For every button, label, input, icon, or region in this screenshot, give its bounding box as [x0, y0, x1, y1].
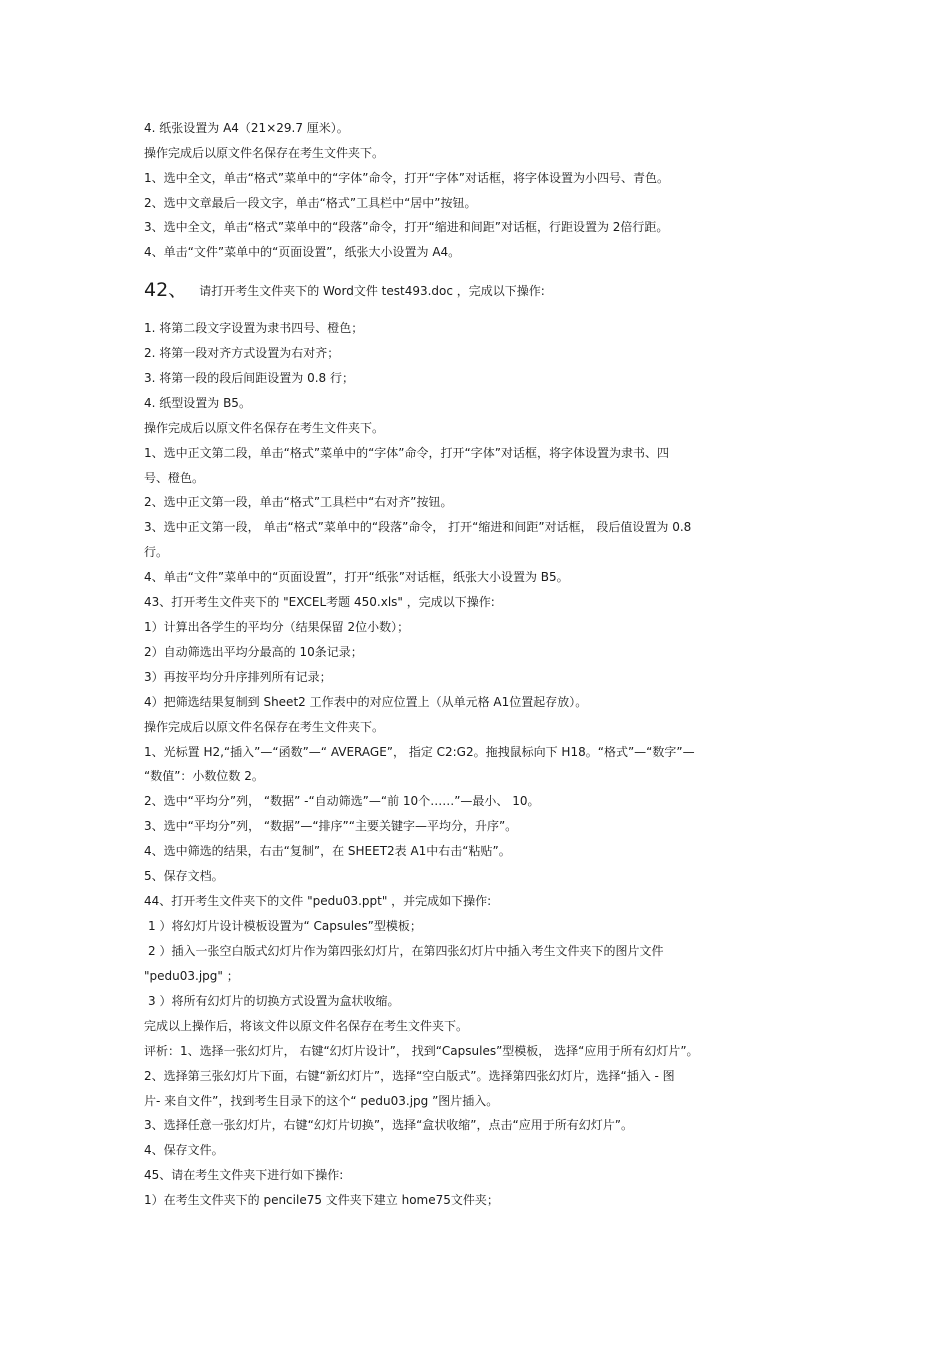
- question-number: 42、: [144, 279, 188, 301]
- text-line: 3. 将第一段的段后间距设置为 0.8 行；: [144, 371, 354, 385]
- text-line: 4）把筛选结果复制到 Sheet2 工作表中的对应位置上（从单元格 A1位置起存放）。: [144, 695, 588, 709]
- text-line: 45、请在考生文件夹下进行如下操作:: [144, 1168, 344, 1182]
- text-line: 4、选中筛选的结果，右击“复制”，在 SHEET2表 A1中右击“粘贴”。: [144, 844, 511, 858]
- text-line: 1、选中全文，单击“格式”菜单中的“字体”命令，打开“字体”对话框，将字体设置为小四号、青色。: [144, 171, 669, 185]
- question-text: 请打开考生文件夹下的 Word文件 test493.doc ，完成以下操作:: [199, 284, 545, 298]
- text-line: 2、选中文章最后一段文字，单击“格式”工具栏中“居中”按钮。: [144, 196, 477, 210]
- text-line: 2 ）插入一张空白版式幻灯片作为第四张幻灯片，在第四张幻灯片中插入考生文件夹下的图片文件: [148, 944, 664, 958]
- text-line: 2、选中“平均分”列， “数据” -“自动筛选”—“前 10个……”—最小、 10。: [144, 794, 540, 808]
- text-line: 操作完成后以原文件名保存在考生文件夹下。: [144, 146, 385, 160]
- text-line: 片- 来自文件”，找到考生目录下的这个“ pedu03.jpg ”图片插入。: [144, 1094, 499, 1108]
- text-line: 4、单击“文件”菜单中的“页面设置”，打开“纸张”对话框，纸张大小设置为 B5。: [144, 570, 569, 584]
- text-line: 2、选中正文第一段，单击“格式”工具栏中“右对齐”按钮。: [144, 495, 453, 509]
- text-line: 号、橙色。: [144, 471, 205, 485]
- text-line: 1）在考生文件夹下的 pencile75 文件夹下建立 home75文件夹；: [144, 1193, 499, 1207]
- text-line: 43、打开考生文件夹下的 "EXCEL考题 450.xls" ，完成以下操作:: [144, 595, 495, 609]
- text-line: “数值”：小数位数 2。: [144, 769, 264, 783]
- text-line: 44、打开考生文件夹下的文件 "pedu03.ppt" ，并完成如下操作:: [144, 894, 492, 908]
- text-line: 2、选择第三张幻灯片下面，右键“新幻灯片”，选择“空白版式”。选择第四张幻灯片，选择“插入 - 图: [144, 1069, 675, 1083]
- text-line: 5、保存文档。: [144, 869, 224, 883]
- text-line: 1、光标置 H2,“插入”—“函数”—“ AVERAGE”， 指定 C2:G2。拖拽鼠标向下 H18。“格式”—“数字”—: [144, 745, 695, 759]
- text-line: 评析：1、选择一张幻灯片， 右键“幻灯片设计”， 找到“Capsules”型模板， 选择“应用于所有幻灯片”。: [144, 1044, 699, 1058]
- text-line: 行。: [144, 545, 169, 559]
- text-line: 操作完成后以原文件名保存在考生文件夹下。: [144, 720, 385, 734]
- text-line: 2. 将第一段对齐方式设置为右对齐；: [144, 346, 340, 360]
- text-line: 1）计算出各学生的平均分（结果保留 2位小数）；: [144, 620, 410, 634]
- text-line: 3、选中全文，单击“格式”菜单中的“段落”命令，打开“缩进和间距”对话框，行距设置为 2倍行距。: [144, 220, 669, 234]
- text-line: 3、选择任意一张幻灯片，右键“幻灯片切换”，选择“盒状收缩”，点击“应用于所有幻灯片”。: [144, 1118, 633, 1132]
- text-line: 1、选中正文第二段，单击“格式”菜单中的“字体”命令，打开“字体”对话框，将字体设置为隶书、四: [144, 446, 669, 460]
- text-line: 3、选中正文第一段， 单击“格式”菜单中的“段落”命令， 打开“缩进和间距”对话框， 段后值设置为 0.8: [144, 520, 692, 534]
- text-line: 1. 将第二段文字设置为隶书四号、橙色；: [144, 321, 364, 335]
- text-line: 3）再按平均分升序排列所有记录；: [144, 670, 332, 684]
- text-line: 完成以上操作后，将该文件以原文件名保存在考生文件夹下。: [144, 1019, 469, 1033]
- text-line: 1 ）将幻灯片设计模板设置为“ Capsules”型模板；: [148, 919, 422, 933]
- text-line: 4、单击“文件”菜单中的“页面设置”，纸张大小设置为 A4。: [144, 245, 461, 259]
- text-line: "pedu03.jpg" ；: [144, 969, 239, 983]
- text-line: 操作完成后以原文件名保存在考生文件夹下。: [144, 421, 385, 435]
- text-line: 4. 纸型设置为 B5。: [144, 396, 251, 410]
- text-line: 3、选中“平均分”列， “数据”—“排序”“主要关键字—平均分，升序”。: [144, 819, 518, 833]
- question-42-heading: [144, 279, 545, 301]
- text-line: 4、保存文件。: [144, 1143, 224, 1157]
- text-line: 3 ）将所有幻灯片的切换方式设置为盒状收缩。: [148, 994, 400, 1008]
- text-line: 4. 纸张设置为 A4（21×29.7 厘米）。: [144, 121, 349, 135]
- text-line: 2）自动筛选出平均分最高的 10条记录；: [144, 645, 363, 659]
